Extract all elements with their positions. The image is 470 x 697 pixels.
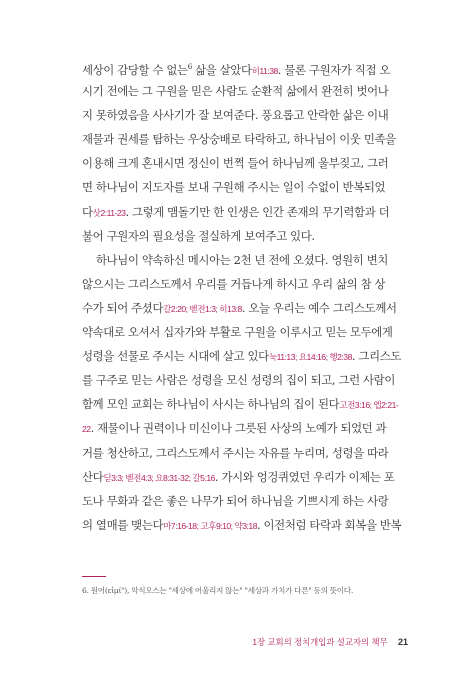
footnote-rule [82, 576, 106, 577]
text-line [82, 368, 408, 392]
scripture-reference: 22 [82, 424, 91, 435]
text-line [82, 344, 408, 368]
line-text: 면 하나님이 지도자를 보내 구원해 주시는 일이 수없이 반복되었 [82, 180, 386, 195]
line-text: 거를 청산하고, 그리스도께서 주시는 자유를 누리며, 성령을 따라 [82, 445, 389, 460]
text-line [82, 200, 408, 224]
text-line [82, 127, 408, 151]
scripture-reference: 마7:16-18; 고후9:10; 약3:18 [163, 520, 257, 531]
text-line [82, 151, 408, 175]
line-text: 약속대로 오셔서 십자가와 부활로 구원을 이루시고 믿는 모두에게 [82, 325, 393, 340]
paragraph-1 [82, 55, 408, 248]
text-line [82, 489, 408, 513]
line-text: 함께 모인 교회는 하나님이 사시는 하나님의 집이 된다 [82, 397, 340, 412]
text-line [82, 103, 408, 127]
page-number: 21 [397, 637, 408, 647]
footnote-marker: 6 [187, 63, 192, 71]
line-text: 지 못하였음을 사사기가 잘 보여준다. 풍요롭고 안락한 삶은 이내 [82, 108, 389, 123]
line-text: 시기 전에는 그 구원을 믿은 사람도 순환적 삶에서 완전히 벗어나 [82, 84, 389, 99]
footnote: 6. 원어(εἰμί"), 악식오스는 "세상에 어울리지 않는" "세상과 가치가 다른" 등의 뜻이다. [82, 586, 353, 595]
running-footer [250, 636, 408, 648]
line-text: 다 [82, 204, 93, 219]
line-text: 도나 무화과 같은 좋은 나무가 되어 하나님을 기쁘시게 하는 사랑 [82, 493, 389, 508]
text-line [82, 320, 408, 344]
body-text [82, 55, 408, 537]
line-text: . 그렇게 맴돌기만 한 인생은 인간 존재의 무기력함과 더 [125, 204, 390, 219]
text-line [82, 175, 408, 199]
line-text: . 물론 구원자가 직접 오 [277, 63, 391, 77]
text-line [82, 392, 408, 416]
text-line [82, 248, 408, 272]
scripture-reference: 눅11:13; 요14:16; 행2:38 [268, 352, 352, 363]
chapter-title: 1장 교회의 정치개입과 설교자의 책무 [252, 637, 388, 647]
line-text: 불어 구원자의 필요성을 절실하게 보여주고 있다. [82, 228, 315, 243]
scripture-reference: 고전3:16; 엡2:21- [339, 400, 399, 411]
text-line [82, 272, 408, 296]
line-text: 이용해 크게 혼내시면 정신이 번쩍 들어 하나님께 울부짖고, 그러 [82, 156, 389, 171]
paragraph-2 [82, 248, 408, 537]
text-line [82, 513, 408, 537]
line-text: 삶을 살았다 [191, 63, 252, 77]
line-text: . 그리스도 [351, 349, 402, 364]
line-text: 산다 [82, 469, 104, 484]
line-text: . 가시와 엉겅퀴였던 우리가 이제는 포 [214, 469, 395, 484]
scripture-reference: 갈2:20; 벧전1:3; 히13:8 [163, 303, 242, 314]
line-text: 의 열매를 맺는다 [82, 517, 164, 532]
scripture-reference: 삿2:11-23 [92, 207, 126, 218]
line-text: . 오늘 우리는 예수 그리스도께서 [241, 300, 397, 315]
text-line [82, 416, 408, 440]
line-text: 성령을 선물로 주시는 시대에 살고 있다 [82, 349, 269, 364]
line-text: . 재물이나 권력이나 미신이나 그릇된 사상의 노예가 되었던 과 [90, 421, 387, 436]
scripture-reference: 히11:38 [251, 66, 278, 76]
text-line [82, 55, 408, 79]
line-text: 재물과 권세를 탐하는 우상숭배로 타락하고, 하나님이 이웃 민족을 [82, 132, 396, 147]
line-text: 하나님이 약속하신 메시아는 2천 년 전에 오셨다. 영원히 변치 [96, 252, 389, 267]
line-text: 세상이 감당할 수 없는 [82, 63, 188, 77]
scripture-reference: 딛3:3; 벧전4:3; 요8:31-32; 갈5:16 [103, 472, 215, 483]
text-line [82, 465, 408, 489]
text-line [82, 441, 408, 465]
text-line [82, 296, 408, 320]
line-text: 않으시는 그리스도께서 우리를 거듭나게 하시고 우리 삶의 참 상 [82, 276, 386, 291]
text-line [82, 79, 408, 103]
line-text: 수가 되어 주셨다 [82, 300, 164, 315]
text-line [82, 224, 408, 248]
line-text: . 이전처럼 타락과 회복을 반복 [256, 517, 402, 532]
line-text: 를 구주로 믿는 사람은 성령을 모신 성령의 집이 되고, 그런 사람이 [82, 373, 395, 388]
